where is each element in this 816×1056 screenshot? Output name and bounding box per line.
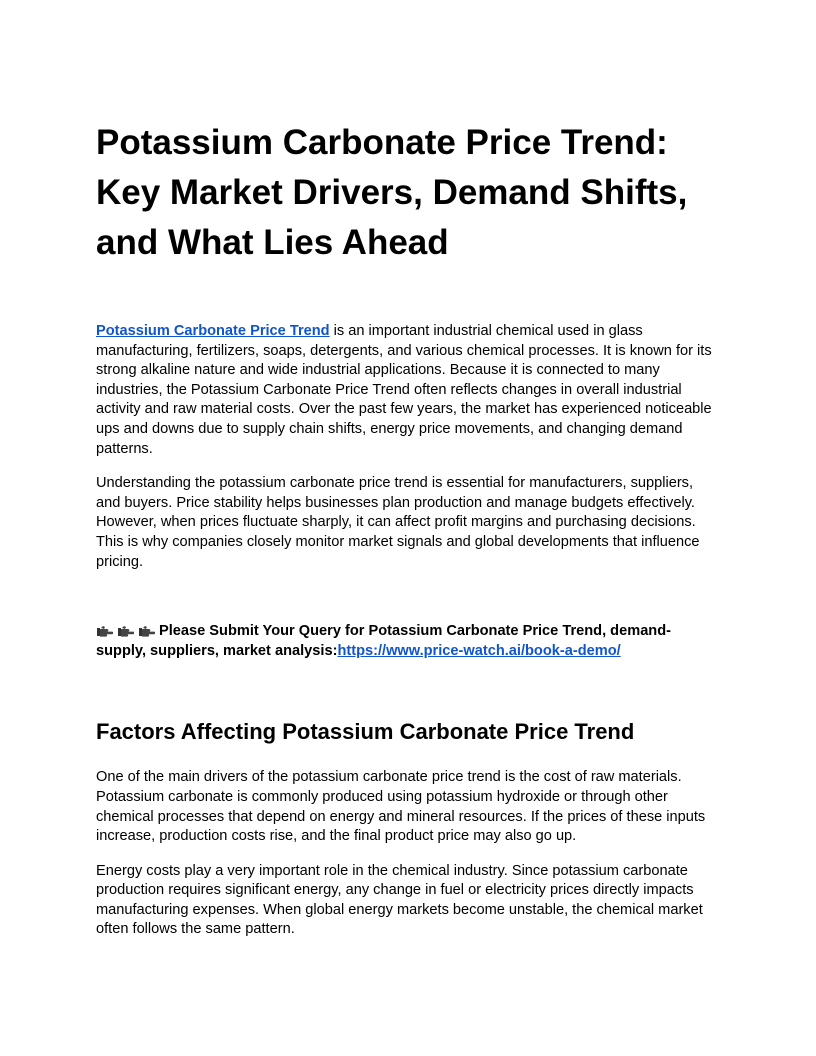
page-title: Potassium Carbonate Price Trend: Key Market Drivers, Demand Shifts, and What Lies Ahead	[96, 123, 688, 262]
book-demo-link[interactable]: https://www.price-watch.ai/book-a-demo/	[337, 642, 621, 659]
query-call-to-action	[96, 622, 720, 661]
paragraph-understanding: Understanding the potassium carbonate price trend is essential for manufacturers, suppliers, and buyers. Price stability helps businesses plan production and manage budgets effectively. However, when prices fluctuate sharply, it can affect profit margins and purchasing decisions. This is why companies closely monitor market signals and global developments that influence pricing.	[96, 475, 700, 570]
pointing-hand-icon	[117, 625, 134, 637]
intro-paragraph	[96, 322, 720, 459]
document-page	[96, 118, 720, 940]
price-trend-link[interactable]: Potassium Carbonate Price Trend	[96, 323, 330, 339]
pointing-hand-icon	[96, 625, 113, 637]
section-heading: Factors Affecting Potassium Carbonate Price Trend	[96, 719, 635, 745]
query-text: Please Submit Your Query for Potassium Carbonate Price Trend, demand-supply, suppliers, market analysis:	[96, 623, 671, 659]
pointing-hand-icon	[138, 625, 155, 637]
paragraph-raw-materials: One of the main drivers of the potassium carbonate price trend is the cost of raw materials. Potassium carbonate is commonly produced using potassium hydroxide or through other chemical processes that depend on energy and mineral resources. If the prices of these inputs increase, production costs rise, and the final product price may also go up.	[96, 769, 706, 845]
intro-text: is an important industrial chemical used in glass manufacturing, fertilizers, soaps, detergents, and various chemical processes. It is known for its strong alkaline nature and wide industrial applications. Because it is connected to many industries, the Potassium Carbonate Price Trend often reflects changes in overall industrial activity and raw material costs. Over the past few years, the market has experienced noticeable ups and downs due to supply chain shifts, energy price movements, and changing demand patterns.	[96, 323, 712, 457]
paragraph-energy-costs: Energy costs play a very important role in the chemical industry. Since potassium carbonate production requires significant energy, any change in fuel or electricity prices directly impacts manufacturing expenses. When global energy markets become unstable, the chemical market often follows the same pattern.	[96, 862, 703, 938]
